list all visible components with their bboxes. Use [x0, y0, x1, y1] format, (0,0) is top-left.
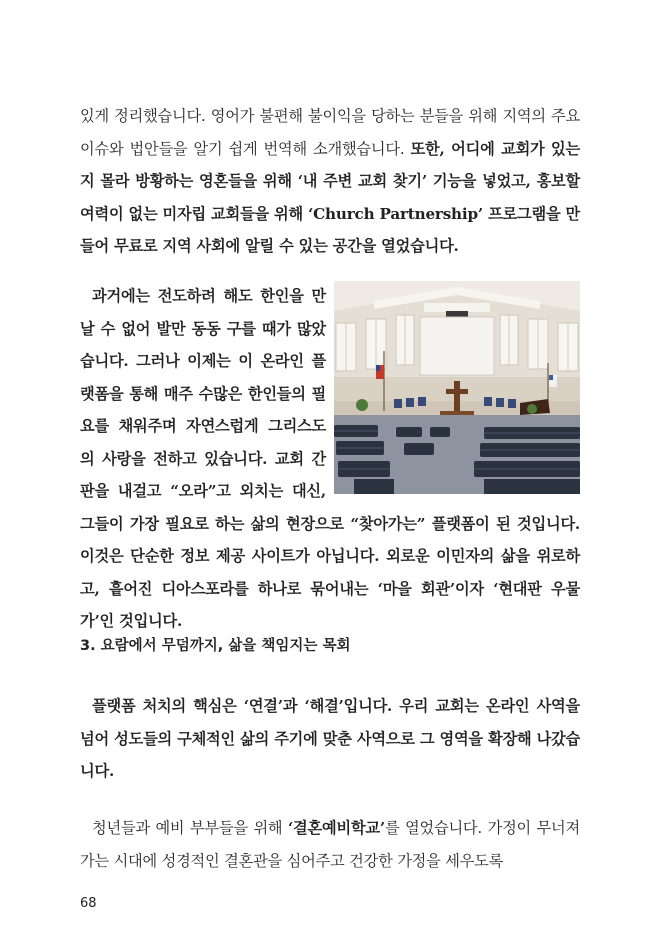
- paragraph-2-text: 과거에는 전도하려 해도 한인을 만날 수 없어 발만 동동 구를 때가 많았습니다. 그러나 이제는 이 온라인 플랫폼을 통해 매주 수많은 한인들의 필요를 채워주며 자연스럽게 그리스도의 사랑을 전하고 있습니다. 교회 간판을 내걸고 “오라”고 외치는 대신, 그들이 가장 필요로 하는 삶의 현장으로 “찾아가는” 플랫폼이 된 것입니다. 이것은 단순한 정보 제공 사이트가 아닙니다. 외로운 이민자의 삶을 위로하고, 흩어진 디아스포라를 하나로 묶어내는 ‘마을 회관’이자 ‘현대판 우물가’인 것입니다.: [80, 287, 580, 630]
- paragraph-1-text-regular: 있게 정리했습니다. 영어가 불편해 불이익을 당하는 분들을 위해 지역의 주요 이슈와 법안들을 알기 쉽게 번역해 소개했습니다.: [80, 107, 580, 158]
- paragraph-4-text-a: 청년들과 예비 부부들을 위해: [92, 819, 288, 837]
- paragraph-1: [80, 100, 580, 263]
- paragraph-1-text-bold: 또한, 어디에 교회가 있는지 몰라 방황하는 영혼들을 위해 ‘내 주변 교회 찾기’ 기능을 넣었고, 홍보할 여력이 없는 미자립 교회들을 위해 ‘Church Partnership’ 프로그램을 만들어 무료로 지역 사회에 알릴 수 있는 공간을 열었습니다.: [80, 139, 580, 255]
- photo-float-spacer: [326, 280, 580, 496]
- paragraph-4-text-c: 를 열었습니다. 가정이 무너져 가는 시대에 성경적인 결혼관을 심어주고 건강한 가정을 세우도록: [80, 819, 580, 870]
- paragraph-4: [80, 812, 580, 877]
- paragraph-3: [80, 690, 580, 788]
- paragraph-3-text: 플랫폼 처치의 핵심은 ‘연결’과 ‘해결’입니다. 우리 교회는 온라인 사역을 넘어 성도들의 구체적인 삶의 주기에 맞춘 사역으로 그 영역을 확장해 나갔습니다.: [80, 697, 580, 780]
- paragraph-4-text-bold: ‘결혼예비학교’: [287, 819, 385, 837]
- paragraph-2: [80, 280, 580, 638]
- page-number: 68: [80, 896, 97, 911]
- section-heading: 3. 요람에서 무덤까지, 삶을 책임지는 목회: [80, 638, 351, 654]
